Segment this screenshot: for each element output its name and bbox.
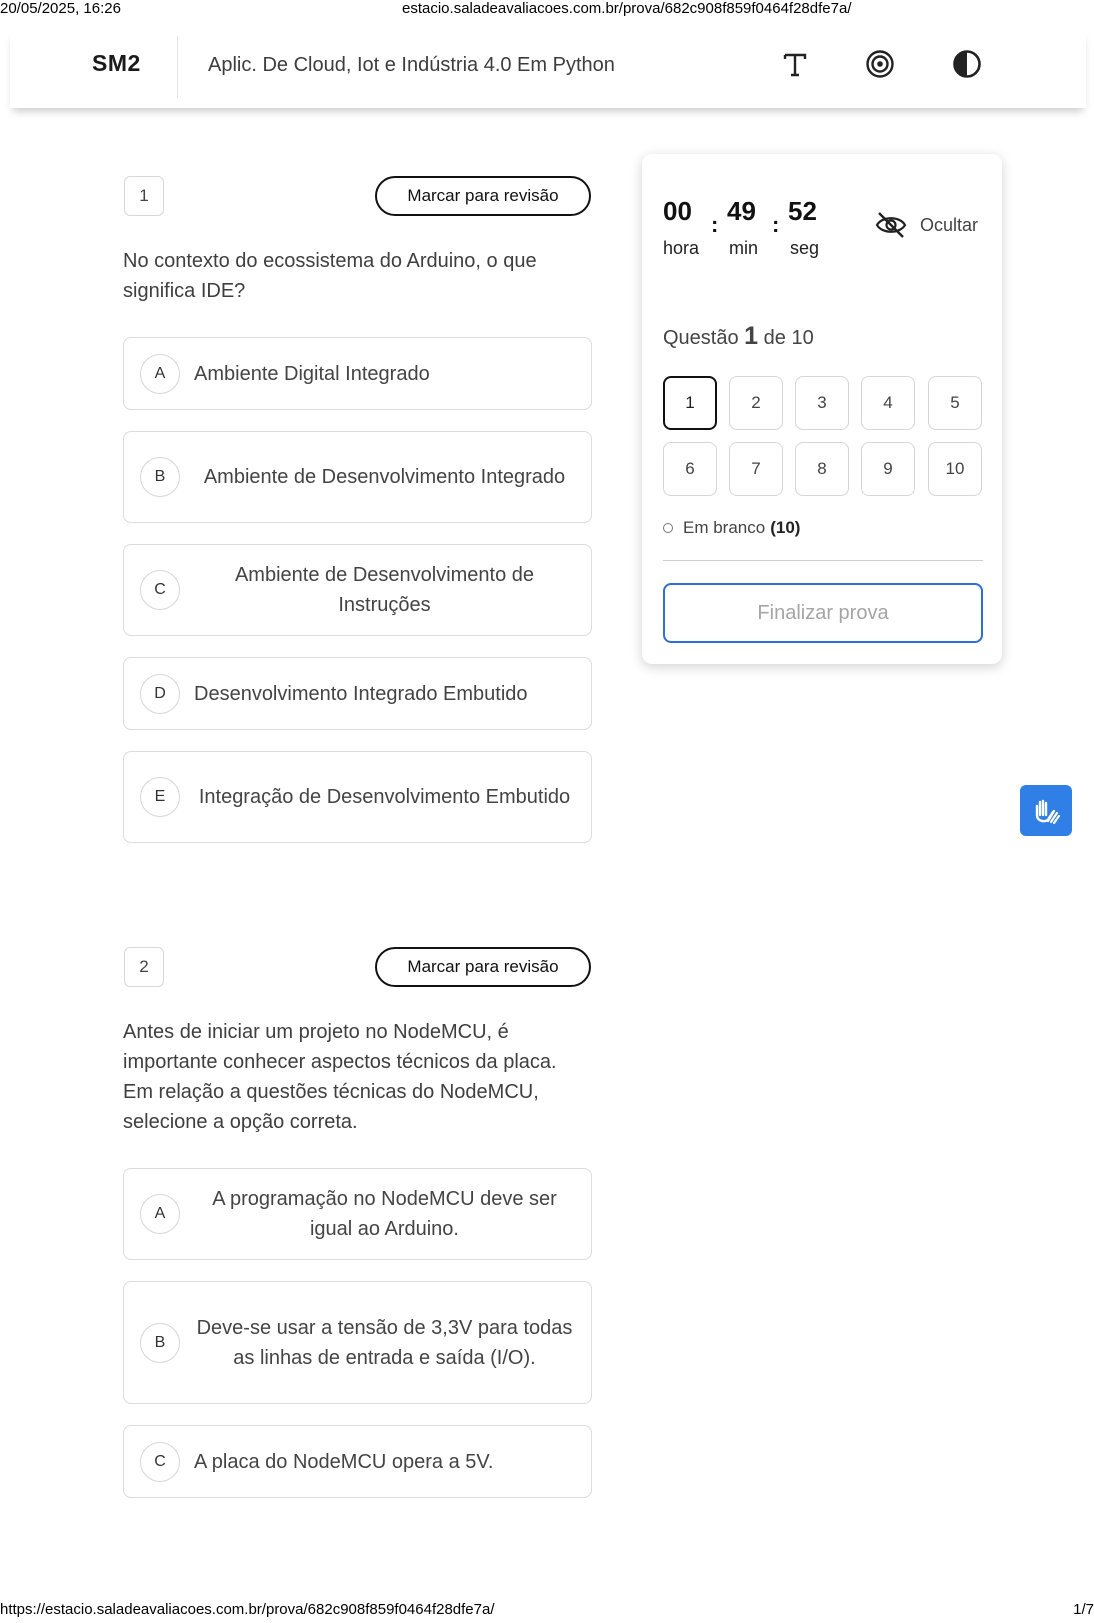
option-text: Ambiente de Desenvolvimento Integrado [203, 466, 566, 488]
top-bar [10, 30, 1086, 108]
panel-divider [663, 560, 983, 561]
brand-logo: SM2 [92, 50, 141, 76]
question-text: Antes de iniciar um projeto no NodeMCU, é importante conhecer aspectos técnicos da placa. Em relação a questões técnicas do NodeMCU, selecione a opção correta. [123, 1021, 557, 1133]
question-nav-3[interactable]: 3 [795, 376, 849, 430]
question-nav-7[interactable]: 7 [729, 442, 783, 496]
option-letter: B [140, 1323, 180, 1363]
timer-hours-label: hora [663, 238, 700, 258]
blank-label: Em branco [683, 518, 766, 537]
sign-language-icon [1029, 794, 1063, 828]
option-text: Ambiente de Desenvolvimento de Instruções [234, 564, 535, 616]
option-letter: A [140, 354, 180, 394]
question-nav-8[interactable]: 8 [795, 442, 849, 496]
timer-minutes: 49 [727, 196, 756, 226]
print-footer [0, 1601, 1094, 1621]
print-url-footer: https://estacio.saladeavaliacoes.com.br/prova/682c908f859f0464f28dfe7a/ [0, 1601, 495, 1618]
hide-timer-button[interactable] [874, 210, 978, 240]
option-c[interactable] [123, 1425, 592, 1498]
current-question: 1 [744, 322, 759, 350]
print-page-number: 1/7 [1073, 1601, 1094, 1618]
timer-separator: : [772, 212, 780, 237]
option-text: Deve-se usar a tensão de 3,3V para todas as linhas de entrada e saída (I/O). [196, 1316, 573, 1369]
question-text: No contexto do ecossistema do Arduino, o que significa IDE? [123, 250, 537, 302]
option-text: Integração de Desenvolvimento Embutido [198, 786, 571, 808]
option-text: A programação no NodeMCU deve ser igual ao Arduino. [212, 1188, 557, 1240]
question-counter [663, 322, 814, 351]
print-header [0, 0, 1094, 20]
timer-seconds-label: seg [790, 238, 820, 258]
course-title: Aplic. De Cloud, Iot e Indústria 4.0 Em Python [208, 54, 615, 76]
option-letter: C [140, 1442, 180, 1482]
option-e[interactable] [123, 751, 592, 843]
mark-review-button[interactable]: Marcar para revisão [375, 176, 591, 216]
question-nav-10[interactable]: 10 [928, 442, 982, 496]
libras-accessibility-button[interactable] [1020, 785, 1072, 836]
option-a[interactable] [123, 1168, 592, 1260]
timer-separator: : [711, 212, 719, 237]
question-nav-1[interactable]: 1 [663, 376, 717, 430]
option-c[interactable] [123, 544, 592, 636]
option-letter: B [140, 457, 180, 497]
question-prefix: Questão [663, 327, 739, 349]
option-text: Desenvolvimento Integrado Embutido [194, 682, 528, 705]
blank-dot-icon [663, 523, 673, 533]
blank-status [663, 518, 800, 538]
hide-label: Ocultar [920, 214, 979, 235]
print-url-header: estacio.saladeavaliacoes.com.br/prova/682c908f859f0464f28dfe7a/ [402, 0, 852, 17]
topbar-divider [177, 36, 178, 98]
option-b[interactable] [123, 431, 592, 523]
exam-panel [642, 154, 1002, 664]
contrast-icon[interactable] [949, 46, 985, 82]
option-b[interactable] [123, 1281, 592, 1404]
option-text: Ambiente Digital Integrado [194, 362, 430, 385]
eye-off-icon [874, 210, 908, 240]
blank-count: (10) [770, 518, 801, 537]
font-size-icon[interactable] [777, 46, 813, 82]
option-d[interactable] [123, 657, 592, 730]
print-datetime: 20/05/2025, 16:26 [0, 0, 121, 17]
question-nav-2[interactable]: 2 [729, 376, 783, 430]
question-nav-4[interactable]: 4 [861, 376, 915, 430]
question-number: 1 [124, 176, 164, 216]
timer-hours: 00 [663, 196, 692, 226]
finish-exam-button[interactable]: Finalizar prova [663, 583, 983, 643]
option-letter: E [140, 777, 180, 817]
question-nav-5[interactable]: 5 [928, 376, 982, 430]
mark-review-button[interactable]: Marcar para revisão [375, 947, 591, 987]
question-total: de 10 [763, 327, 814, 349]
timer-seconds: 52 [788, 196, 817, 226]
question-number: 2 [124, 947, 164, 987]
question-nav-6[interactable]: 6 [663, 442, 717, 496]
option-a[interactable] [123, 337, 592, 410]
option-letter: D [140, 674, 180, 714]
option-text: A placa do NodeMCU opera a 5V. [194, 1450, 494, 1473]
question-nav-9[interactable]: 9 [861, 442, 915, 496]
option-letter: C [140, 570, 180, 610]
timer-minutes-label: min [729, 238, 759, 258]
target-icon[interactable] [862, 46, 898, 82]
option-letter: A [140, 1194, 180, 1234]
